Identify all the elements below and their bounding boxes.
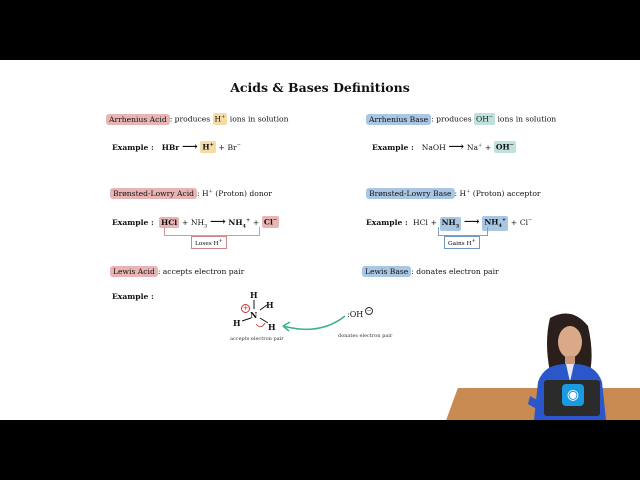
definition-text-end: ions in solution <box>227 114 289 124</box>
subscript: 3 <box>204 223 208 230</box>
nitrogen-atom: N <box>250 310 258 320</box>
product: Br <box>227 143 237 152</box>
reaction-arrow-icon: ⟶ <box>463 215 480 228</box>
example-label: Example : <box>112 218 154 227</box>
arrhenius-acid-definition <box>106 113 288 125</box>
definition-text: : donates electron pair <box>411 267 499 276</box>
positive-charge-icon: + <box>242 304 249 312</box>
ion-highlight <box>474 113 495 125</box>
acid-reactant: HCl <box>161 218 178 227</box>
charge: + <box>218 238 223 244</box>
page-title: Acids & Bases Definitions <box>230 80 410 95</box>
subscript: 3 <box>455 223 460 230</box>
lewis-example-label: Example : <box>112 292 154 301</box>
product: OH <box>495 143 510 152</box>
plus-sign: + <box>252 218 260 227</box>
definition-text-end: ions in solution <box>495 114 557 124</box>
formula: Cl <box>263 218 273 227</box>
definition-text: : H <box>454 189 467 198</box>
charge: + <box>501 217 507 224</box>
charge: + <box>209 142 214 149</box>
charge: − <box>272 217 278 224</box>
note-text: Gains H <box>448 240 472 247</box>
formula: NH <box>190 218 205 227</box>
definition-text: : H <box>197 189 209 198</box>
charge: + <box>471 238 476 244</box>
bl-acid-definition <box>110 188 272 199</box>
charge: + <box>477 142 483 149</box>
bl-base-label: Brønsted-Lowry Base <box>366 188 455 199</box>
lewis-acid-label: Lewis Acid <box>110 266 158 277</box>
ion-charge: + <box>221 114 226 120</box>
example-label: Example : <box>366 218 408 227</box>
plus-sign: + <box>484 143 492 152</box>
charge: − <box>509 142 514 149</box>
definition-text: : accepts electron pair <box>157 267 245 276</box>
hydroxide-ion: :OH <box>347 310 364 319</box>
product-highlight <box>494 141 516 153</box>
note-text: Loses H <box>195 240 219 247</box>
donates-caption: donates electron pair <box>338 333 393 339</box>
charge: + <box>246 217 251 224</box>
proton-transfer-bracket <box>164 227 260 236</box>
reactant: NaOH <box>421 143 446 152</box>
negative-charge-icon: − <box>366 307 372 314</box>
arrhenius-base-definition <box>366 113 556 125</box>
charge: + <box>208 188 213 195</box>
proton-transfer-bracket <box>438 227 488 236</box>
definition-text-end: (Proton) donor <box>212 189 272 198</box>
bl-base-definition <box>366 188 541 199</box>
formula: Cl <box>519 218 529 227</box>
charge: − <box>236 142 241 149</box>
hydrogen-right: H <box>266 300 274 310</box>
plus-sign: + <box>181 218 189 227</box>
plus-sign: + <box>218 143 225 152</box>
definition-text: : produces <box>169 114 213 124</box>
formula: NH <box>441 218 456 227</box>
product: Na <box>466 143 478 152</box>
hydrogen-left: H <box>233 318 241 328</box>
definition-text-end: (Proton) acceptor <box>470 189 541 198</box>
eye-icon: ◉ <box>562 384 584 406</box>
lewis-acid-definition <box>110 266 244 277</box>
plus-sign: + <box>510 218 518 227</box>
definition-text: : produces <box>431 114 475 124</box>
subscript: 4 <box>242 223 247 230</box>
product-highlight <box>200 141 215 153</box>
ion-highlight <box>213 113 228 125</box>
reaction-arrow-icon: ⟶ <box>448 140 465 153</box>
reactant: HBr <box>161 143 180 152</box>
reactant: HCl <box>413 218 428 227</box>
product <box>520 218 532 227</box>
example-label: Example : <box>372 143 414 152</box>
product: H <box>202 143 210 152</box>
arrhenius-acid-label: Arrhenius Acid <box>106 114 170 125</box>
conjugate-base <box>262 216 279 228</box>
hydrogen-top: H <box>250 290 258 300</box>
reactant <box>190 218 208 230</box>
hydrogen-bottom: H <box>268 322 276 332</box>
reaction-arrow-icon: ⟶ <box>181 140 198 153</box>
slide <box>0 60 640 420</box>
lewis-base-definition <box>362 266 499 277</box>
arrhenius-acid-example <box>112 140 241 153</box>
ion: OH <box>476 114 489 124</box>
plus-sign: + <box>430 218 437 227</box>
lewis-base-label: Lewis Base <box>362 266 411 277</box>
accepts-caption: accepts electron pair <box>230 336 284 342</box>
ion-charge: − <box>488 114 494 120</box>
formula: NH <box>228 218 243 227</box>
product <box>228 217 251 230</box>
loses-proton-note <box>191 236 227 249</box>
charge: + <box>466 188 471 195</box>
bl-acid-label: Brønsted-Lowry Acid <box>110 188 197 199</box>
formula: NH <box>484 218 499 227</box>
gains-proton-note <box>444 236 480 249</box>
reaction-arrow-icon: ⟶ <box>209 215 226 228</box>
subscript: 4 <box>498 223 502 230</box>
charge: − <box>528 217 533 224</box>
arrhenius-base-example <box>372 140 516 153</box>
arrhenius-base-label: Arrhenius Base <box>366 114 431 125</box>
ion: H <box>214 114 222 124</box>
example-label: Example : <box>112 143 154 152</box>
